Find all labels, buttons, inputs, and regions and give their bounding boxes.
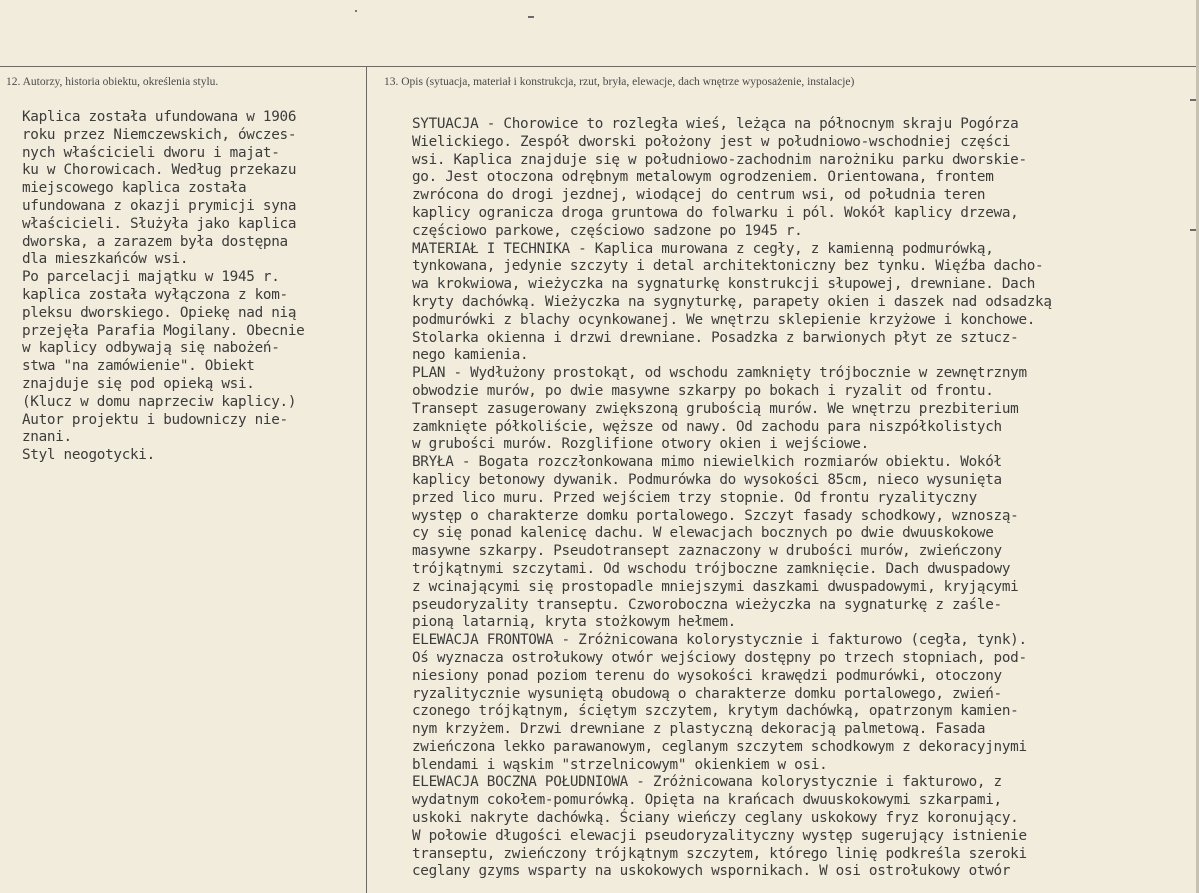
text-line: transeptu, zwieńczony trójkątnym szczytem, którego linię podkreśla szeroki bbox=[412, 845, 1027, 862]
text-line: nego kamienia. bbox=[412, 347, 529, 364]
text-line: masywne szkarpy. Pseudotransept zaznaczony w drubości murów, zwieńczony bbox=[412, 543, 1002, 560]
header-rule bbox=[0, 66, 1199, 67]
text-line: uskoki nakryte dachówką. Ściany wieńczy ceglany uskokowy fryz koronujący. bbox=[412, 810, 1019, 827]
text-line: ceglany gzyms wsparty na uskokowych wspornikach. W osi ostrołukowy otwór bbox=[412, 863, 1011, 880]
text-line: obwodzie murów, po dwie masywne szkarpy po bokach i ryzalit od frontu. bbox=[412, 382, 994, 399]
text-line: pseudoryzality transeptu. Czworoboczna wieżyczka na sygnaturkę z zaśle- bbox=[412, 596, 1002, 613]
text-line: miejscowego kaplica została bbox=[22, 180, 247, 197]
text-line: wydatnym cokołem-pomurówką. Opięta na krańcach dwuuskokowymi szkarpami, bbox=[412, 792, 1002, 809]
text-line: blendami i wąskim "strzelnicowym" okienkiem w osi. bbox=[412, 756, 828, 773]
text-line: stwa "na zamówienie". Obiekt bbox=[22, 358, 255, 375]
text-line: właścicieli. Służyła jako kaplica bbox=[22, 215, 297, 232]
text-line: nych właścicieli dworu i majat- bbox=[22, 144, 280, 161]
text-line: dworska, a zarazem była dostępna bbox=[22, 233, 288, 250]
text-line: dla mieszkańców wsi. bbox=[22, 251, 189, 268]
text-line: wa krokwiowa, wieżyczka na sygnaturkę konstrukcji słupowej, drewniane. Dach bbox=[412, 276, 1036, 293]
text-line: kaplicy betonowy dywanik. Podmurówka do wysokości 85cm, nieco wysunięta bbox=[412, 471, 1002, 488]
description-text bbox=[412, 116, 1192, 881]
text-line: nym krzyżem. Drzwi drewniane z plastyczną dekoracją palmetową. Fasada bbox=[412, 721, 986, 738]
text-line: Stolarka okienna i drzwi drewniane. Posadzka z barwionych płyt ze sztucz- bbox=[412, 329, 1019, 346]
text-line: czonego trójkątnym, ściętym szczytem, krytym dachówką, opatrzonym kamien- bbox=[412, 703, 1019, 720]
text-line: (Klucz w domu naprzeciw kaplicy.) bbox=[22, 393, 297, 410]
text-line: ELEWACJA FRONTOWA - Zróżnicowana kolorystycznie i fakturowo (cegła, tynk). bbox=[412, 632, 1027, 649]
text-line: W połowie długości elewacji pseudoryzalityczny występ sugerujący istnienie bbox=[412, 827, 1027, 844]
text-line: pioną latarnią, kryta stożkowym hełmem. bbox=[412, 614, 736, 631]
text-line: ku w Chorowicach. Według przekazu bbox=[22, 162, 297, 179]
text-line: PLAN - Wydłużony prostokąt, od wschodu zamknięty trójbocznie w zewnętrznym bbox=[412, 365, 1027, 382]
section-13-header: 13. Opis (sytuacja, materiał i konstrukcja, rzut, bryła, elewacje, dach wnętrze wyposażenie, instalacje) bbox=[384, 76, 855, 88]
text-line: Transept zasugerowany zwiększoną grubością murów. We wnętrzu prezbiterium bbox=[412, 400, 1019, 417]
text-line: cy się ponad kalenicę dachu. W elewacjach bocznych po dwie dwuuskokowe bbox=[412, 525, 994, 542]
scan-mark bbox=[355, 10, 357, 12]
text-line: Po parcelacji majątku w 1945 r. bbox=[22, 269, 280, 286]
text-line: w kaplicy odbywają się nabożeń- bbox=[22, 340, 280, 357]
authors-history-text bbox=[22, 109, 367, 465]
text-line: z wcinającymi się prostopadle mniejszymi daszkami dwuspadowymi, kryjącymi bbox=[412, 578, 1019, 595]
text-line: trójkątnymi szczytami. Od wschodu trójboczne zamknięcie. Dach dwuspadowy bbox=[412, 560, 1011, 577]
text-line: Styl neogotycki. bbox=[22, 447, 155, 464]
section-12-header: 12. Autorzy, historia obiektu, określenia stylu. bbox=[6, 76, 219, 88]
text-line: ELEWACJA BOCZNA POŁUDNIOWA - Zróżnicowana kolorystycznie i fakturowo, z bbox=[412, 774, 1002, 791]
text-line: Oś wyznacza ostrołukowy otwór wejściowy dostępny po trzech stopniach, pod- bbox=[412, 649, 1027, 666]
scan-mark bbox=[528, 16, 534, 18]
text-line: Wielickiego. Zespół dworski położony jest w południowo-wschodniej części bbox=[412, 133, 1011, 150]
text-line: go. Jest otoczona odrębnym metalowym ogrodzeniem. Orientowana, frontem bbox=[412, 169, 994, 186]
text-line: ufundowana z okazji prymicji syna bbox=[22, 197, 297, 214]
text-line: Kaplica została ufundowana w 1906 bbox=[22, 109, 297, 125]
text-line: znajduje się pod opieką wsi. bbox=[22, 375, 255, 392]
text-line: kaplicy ogranicza droga gruntowa do folwarku i pól. Wokół kaplicy drzewa, bbox=[412, 204, 1019, 221]
text-line: tynkowana, jedynie szczyty i detal architektoniczny bez tynku. Więźba dacho- bbox=[412, 258, 1044, 275]
margin-tick bbox=[1190, 99, 1196, 101]
text-line: ryzalitycznie wysuniętą obudową o charakterze domku portalowego, zwień- bbox=[412, 685, 1002, 702]
text-line: w grubości murów. Rozglifione otwory okien i wejściowe. bbox=[412, 436, 869, 453]
text-line: niesiony ponad poziom terenu do wysokości krawędzi podmurówki, otoczony bbox=[412, 667, 1002, 684]
text-line: kryty dachówką. Wieżyczka na sygnyturkę, parapety okien i daszek nad odsadzką bbox=[412, 293, 1052, 310]
text-line: zwrócona do drogi jezdnej, wiodącej do centrum wsi, od południa teren bbox=[412, 187, 986, 204]
text-line: SYTUACJA - Chorowice to rozległa wieś, leżąca na północnym skraju Pogórza bbox=[412, 116, 1019, 132]
text-line: wsi. Kaplica znajduje się w południowo-zachodnim narożniku parku dworskie- bbox=[412, 151, 1027, 168]
text-line: kaplica została wyłączona z kom- bbox=[22, 286, 288, 303]
text-line: częściowo parkowe, częściowo sadzone po 1945 r. bbox=[412, 222, 803, 239]
text-line: zwieńczona lekko parawanowym, ceglanym szczytem schodkowym z dekoracyjnymi bbox=[412, 738, 1027, 755]
text-line: roku przez Niemczewskich, ówczes- bbox=[22, 126, 297, 143]
text-line: podmurówki z blachy ocynkowanej. We wnętrzu sklepienie krzyżowe i konchowe. bbox=[412, 311, 1036, 328]
text-line: znani. bbox=[22, 429, 72, 446]
text-line: BRYŁA - Bogata rozczłonkowana mimo niewielkich rozmiarów obiektu. Wokół bbox=[412, 454, 1002, 471]
text-line: przejęła Parafia Mogilany. Obecnie bbox=[22, 322, 305, 339]
text-line: zamknięte półkoliście, węższe od nawy. Od zachodu para niszpółkolistych bbox=[412, 418, 1002, 435]
text-line: występ o charakterze domku portalowego. Szczyt fasady schodkowy, wznoszą- bbox=[412, 507, 1019, 524]
text-line: pleksu dworskiego. Opiekę nad nią bbox=[22, 304, 297, 321]
text-line: MATERIAŁ I TECHNIKA - Kaplica murowana z cegły, z kamienną podmurówką, bbox=[412, 240, 994, 257]
text-line: Autor projektu i budowniczy nie- bbox=[22, 411, 288, 428]
text-line: przed lico muru. Przed wejściem trzy stopnie. Od frontu ryzalityczny bbox=[412, 489, 977, 506]
